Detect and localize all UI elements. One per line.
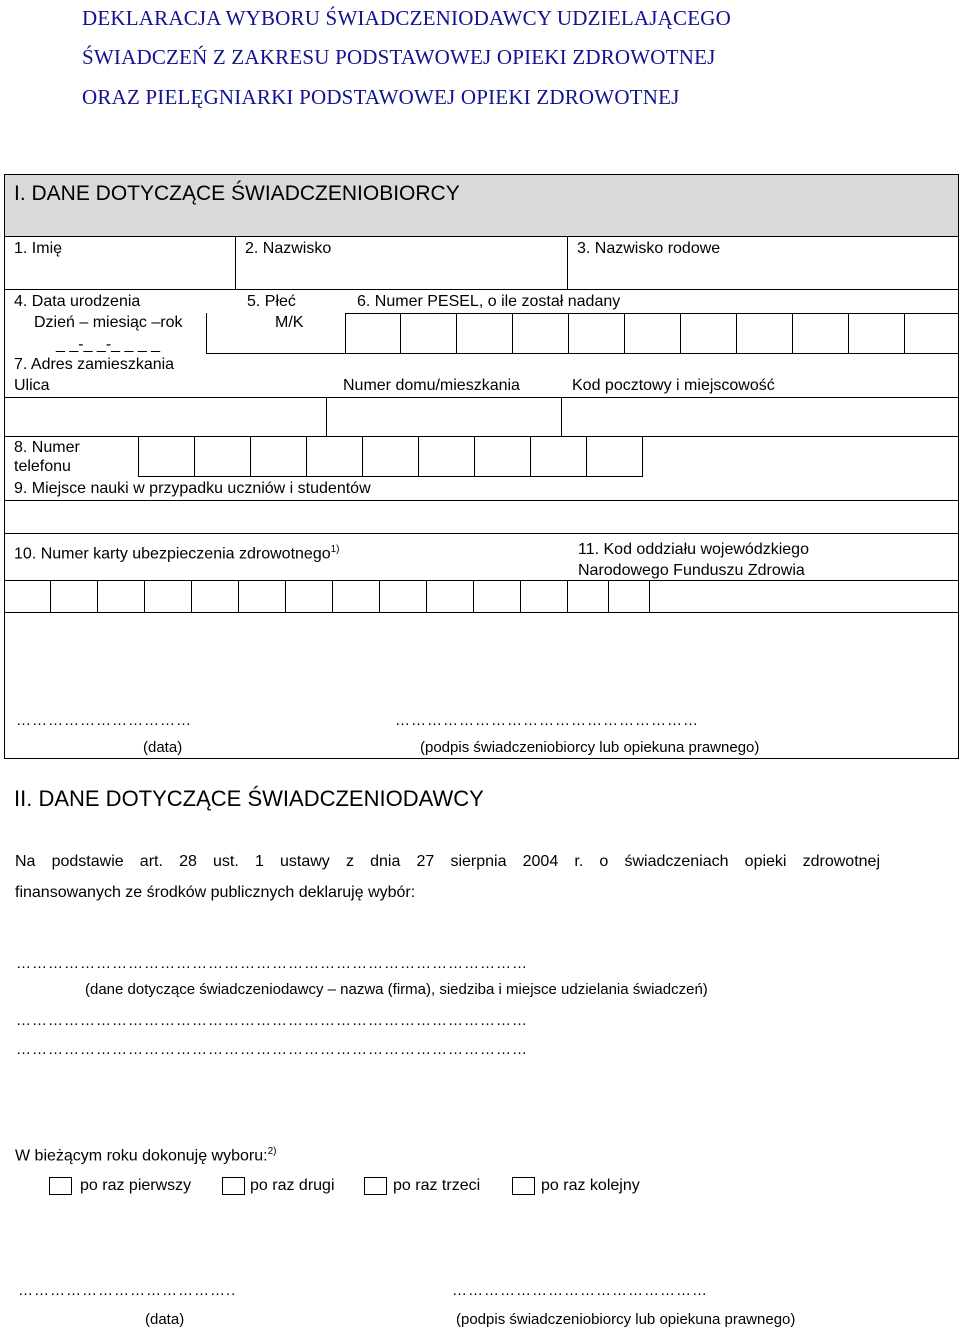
signature-2-line[interactable]: …………………………………………: [452, 1282, 708, 1299]
label-birth-date: 4. Data urodzenia: [14, 293, 141, 310]
pesel-box: [848, 313, 849, 353]
frame-top: [4, 174, 959, 175]
label-last-name: 2. Nazwisko: [245, 240, 332, 257]
card-box: [144, 580, 145, 612]
phone-box: [418, 436, 419, 476]
divider-h: [138, 476, 643, 477]
card-box: [50, 580, 51, 612]
pesel-box: [400, 313, 401, 353]
label-school: 9. Miejsce nauki w przypadku uczniów i studentów: [14, 480, 371, 497]
card-box: [97, 580, 98, 612]
label-insurance-card: [14, 541, 340, 563]
phone-box: [138, 436, 139, 476]
signature-2-label: (podpis świadczeniobiorcy lub opiekuna prawnego): [456, 1311, 796, 1328]
choice-label-text: W bieżącym roku dokonuję wyboru:: [15, 1147, 268, 1165]
checkbox-second-time[interactable]: [222, 1177, 245, 1195]
form-title-line-1: DEKLARACJA WYBORU ŚWIADCZENIODAWCY UDZIELAJĄCEGO: [82, 6, 731, 30]
street-field[interactable]: [6, 399, 325, 435]
checkbox-subsequent-time[interactable]: [512, 1177, 535, 1195]
provider-line-3[interactable]: ……………………………………………………………………………………: [16, 1041, 528, 1058]
card-box: [332, 580, 333, 612]
signature-2-date-line[interactable]: …………………………………..: [18, 1282, 237, 1299]
divider-v: [567, 236, 568, 289]
birth-date-field[interactable]: _ _-_ _-_ _ _ _: [56, 336, 161, 353]
divider-section-header: [4, 236, 959, 237]
house-number-field[interactable]: [328, 399, 560, 435]
card-box: [285, 580, 286, 612]
divider-h: [345, 313, 959, 314]
checkbox-first-time[interactable]: [49, 1177, 72, 1195]
frame-right: [958, 174, 959, 758]
school-field[interactable]: [6, 502, 957, 532]
frame-left: [4, 174, 5, 758]
label-insurance-card-text: 10. Numer karty ubezpieczenia zdrowotnego: [14, 545, 331, 563]
signature-date-line[interactable]: ……………………………: [16, 712, 192, 729]
phone-box: [194, 436, 195, 476]
label-postal-city: Kod pocztowy i miejscowość: [572, 377, 775, 394]
phone-box: [474, 436, 475, 476]
provider-caption: (dane dotyczące świadczeniodawcy – nazwa (firma), siedziba i miejsce udzielania świadczeń): [85, 981, 708, 998]
divider-v: [206, 313, 207, 353]
label-sex: 5. Płeć: [247, 293, 296, 310]
signature-label: (podpis świadczeniobiorcy lub opiekuna prawnego): [420, 739, 760, 756]
choice-label: [15, 1143, 276, 1165]
provider-line-1[interactable]: ……………………………………………………………………………………: [16, 955, 528, 972]
footnote-ref-1: 1): [330, 544, 340, 555]
section-1-title: I. DANE DOTYCZĄCE ŚWIADCZENIOBIORCY: [14, 182, 460, 205]
label-pesel: 6. Numer PESEL, o ile został nadany: [357, 293, 621, 310]
divider-v: [235, 236, 236, 289]
nfz-box: [649, 580, 650, 612]
family-name-field[interactable]: [569, 261, 957, 287]
form-title-line-2: ŚWIADCZEŃ Z ZAKRESU PODSTAWOWEJ OPIEKI ZDROWOTNEJ: [82, 45, 716, 69]
pesel-box: [512, 313, 513, 353]
divider-h: [4, 580, 959, 581]
pesel-box: [904, 313, 905, 353]
divider-h: [4, 397, 959, 398]
option-third-time: po raz trzeci: [393, 1177, 481, 1194]
label-nfz-code-1: 11. Kod oddziału wojewódzkiego: [578, 541, 809, 558]
label-phone-2: telefonu: [14, 458, 71, 475]
divider-h: [4, 436, 959, 437]
sex-field[interactable]: M/K: [275, 314, 304, 331]
signature-line[interactable]: …………………………………………………: [395, 712, 699, 729]
label-nfz-code-2: Narodowego Funduszu Zdrowia: [578, 562, 805, 579]
divider-v: [326, 397, 327, 436]
form-title-line-3: ORAZ PIELĘGNIARKI PODSTAWOWEJ OPIEKI ZDROWOTNEJ: [82, 85, 680, 109]
divider-h: [4, 289, 959, 290]
divider-v: [561, 397, 562, 436]
phone-box: [362, 436, 363, 476]
divider-h: [206, 353, 959, 354]
divider-v: [345, 313, 346, 353]
provider-line-2[interactable]: ……………………………………………………………………………………: [16, 1012, 528, 1029]
label-house-number: Numer domu/mieszkania: [343, 377, 520, 394]
option-second-time: po raz drugi: [250, 1177, 335, 1194]
card-box: [379, 580, 380, 612]
card-box: [567, 580, 568, 612]
postal-city-field[interactable]: [563, 399, 957, 435]
label-address: 7. Adres zamieszkania: [14, 356, 175, 373]
signature-2-date-label: (data): [145, 1311, 185, 1328]
phone-box: [586, 436, 587, 476]
signature-date-label: (data): [143, 739, 183, 756]
pesel-box: [456, 313, 457, 353]
label-phone-1: 8. Numer: [14, 439, 80, 456]
frame-bottom: [4, 758, 959, 759]
phone-box: [306, 436, 307, 476]
first-name-field[interactable]: [6, 261, 234, 287]
pesel-box: [792, 313, 793, 353]
label-street: Ulica: [14, 377, 50, 394]
phone-box: [642, 436, 643, 476]
card-box: [473, 580, 474, 612]
footnote-ref-2: 2): [267, 1146, 277, 1157]
checkbox-third-time[interactable]: [364, 1177, 387, 1195]
label-birth-date-format: Dzień – miesiąc –rok: [34, 314, 183, 331]
last-name-field[interactable]: [237, 261, 566, 287]
card-box: [191, 580, 192, 612]
legal-basis-line-1: Na podstawie art. 28 ust. 1 ustawy z dnia 27 sierpnia 2004 r. o świadczeniach opieki zdrowotnej: [15, 853, 880, 870]
divider-h: [4, 612, 959, 613]
phone-box: [250, 436, 251, 476]
label-first-name: 1. Imię: [14, 240, 63, 257]
phone-box: [530, 436, 531, 476]
nfz-box: [608, 580, 609, 612]
card-box: [238, 580, 239, 612]
pesel-box: [736, 313, 737, 353]
pesel-box: [680, 313, 681, 353]
card-box: [520, 580, 521, 612]
option-subsequent-time: po raz kolejny: [541, 1177, 640, 1194]
label-family-name: 3. Nazwisko rodowe: [577, 240, 721, 257]
divider-h: [4, 500, 959, 501]
card-box: [426, 580, 427, 612]
option-first-time: po raz pierwszy: [80, 1177, 192, 1194]
legal-basis-line-2: finansowanych ze środków publicznych deklaruję wybór:: [15, 884, 416, 901]
section-2-title: II. DANE DOTYCZĄCE ŚWIADCZENIODAWCY: [14, 786, 484, 811]
pesel-box: [568, 313, 569, 353]
divider-h: [4, 533, 959, 534]
pesel-box: [624, 313, 625, 353]
